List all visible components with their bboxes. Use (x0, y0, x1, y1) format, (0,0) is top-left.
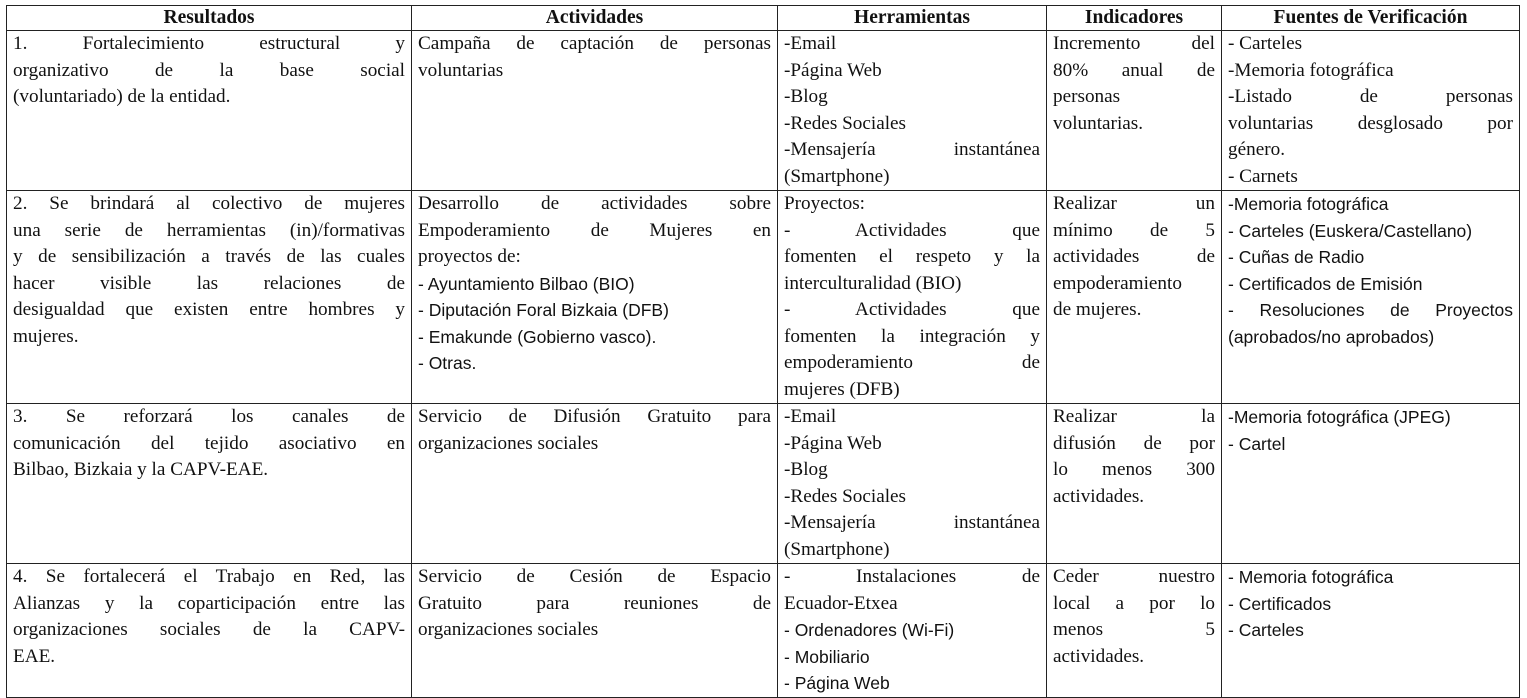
header-row (7, 6, 1520, 31)
cell-fuentes: -Memoria fotográfica - Carteles (Euskera/Castellano) - Cuñas de Radio - Certificados de Emisión - Resoluciones de Proyectos (aprobados/no aprobados) (1222, 191, 1520, 404)
cell-resultado: 4. Se fortalecerá el Trabajo en Red, las Alianzas y la coparticipación entre las organizaciones sociales de la CAPV- EAE. (7, 564, 412, 698)
cell-resultado: 2. Se brindará al colectivo de mujeres una serie de herramientas (in)/formativas y de sensibilización a través de las cuales hacer visible las relaciones de desigualdad que existen entre hombres y mujeres. (7, 191, 412, 404)
cell-herramientas: Proyectos: - Actividades que fomenten el respeto y la interculturalidad (BIO) - Actividades que fomenten la integración y empoderamiento de mujeres (DFB) (778, 191, 1047, 404)
table-row (7, 564, 1520, 698)
header-herramientas: Herramientas (778, 6, 1047, 31)
cell-indicadores: Ceder nuestro local a por lo menos 5 actividades. (1047, 564, 1222, 698)
header-actividades: Actividades (412, 6, 778, 31)
results-table (6, 5, 1520, 698)
cell-actividades: Servicio de Difusión Gratuito para organizaciones sociales (412, 404, 778, 564)
cell-indicadores: Realizar la difusión de por lo menos 300 actividades. (1047, 404, 1222, 564)
cell-indicadores: Incremento del 80% anual de personas voluntarias. (1047, 31, 1222, 191)
cell-fuentes: - Carteles -Memoria fotográfica -Listado de personas voluntarias desglosado por género. - Carnets (1222, 31, 1520, 191)
cell-actividades: Campaña de captación de personas voluntarias (412, 31, 778, 191)
cell-fuentes: - Memoria fotográfica - Certificados - Carteles (1222, 564, 1520, 698)
cell-fuentes: -Memoria fotográfica (JPEG) - Cartel (1222, 404, 1520, 564)
cell-resultado: 3. Se reforzará los canales de comunicación del tejido asociativo en Bilbao, Bizkaia y la CAPV-EAE. (7, 404, 412, 564)
cell-herramientas: -Email -Página Web -Blog -Redes Sociales -Mensajería instantánea (Smartphone) (778, 404, 1047, 564)
header-indicadores: Indicadores (1047, 6, 1222, 31)
header-resultados: Resultados (7, 6, 412, 31)
cell-herramientas: - Instalaciones de Ecuador-Etxea - Ordenadores (Wi-Fi) - Mobiliario - Página Web (778, 564, 1047, 698)
table-row (7, 31, 1520, 191)
cell-actividades: Desarrollo de actividades sobre Empoderamiento de Mujeres en proyectos de: - Ayuntamiento Bilbao (BIO) - Diputación Foral Bizkaia (DFB) - Emakunde (Gobierno vasco). - Otras. (412, 191, 778, 404)
cell-resultado: 1. Fortalecimiento estructural y organizativo de la base social (voluntariado) de la entidad. (7, 31, 412, 191)
table-row (7, 191, 1520, 404)
cell-herramientas: -Email -Página Web -Blog -Redes Sociales -Mensajería instantánea (Smartphone) (778, 31, 1047, 191)
cell-actividades: Servicio de Cesión de Espacio Gratuito para reuniones de organizaciones sociales (412, 564, 778, 698)
header-fuentes: Fuentes de Verificación (1222, 6, 1520, 31)
table-row (7, 404, 1520, 564)
cell-indicadores: Realizar un mínimo de 5 actividades de empoderamiento de mujeres. (1047, 191, 1222, 404)
